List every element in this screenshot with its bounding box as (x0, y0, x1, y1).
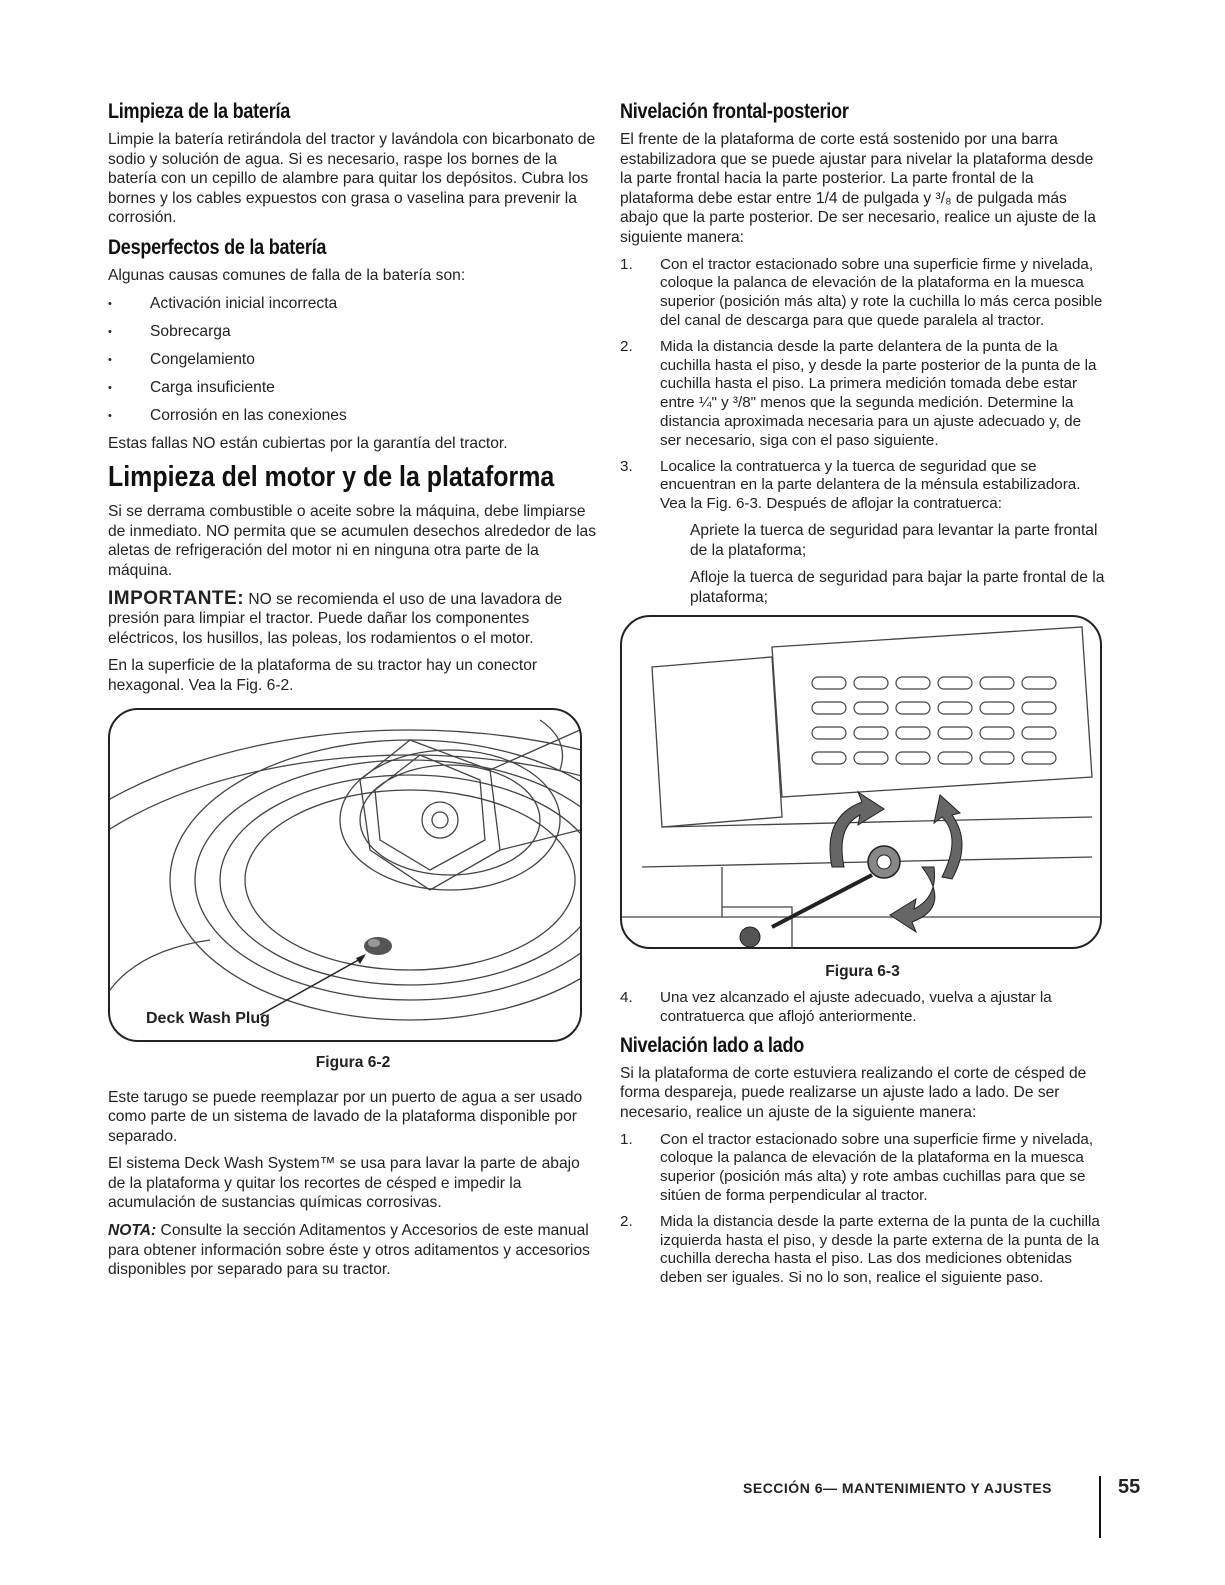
list-item: • Activación inicial incorrecta (108, 294, 598, 313)
paragraph-side: Si la plataforma de corte estuviera realizando el corte de césped de forma despareja, puede realizarse un ajuste lado a lado. De ser necesario, realice un ajuste de la siguiente manera: (620, 1064, 1087, 1122)
paragraph-warranty: Estas fallas NO están cubiertas por la garantía del tractor. (108, 434, 508, 452)
right-column (620, 100, 1105, 1295)
footer-divider (1099, 1476, 1101, 1538)
list-item: • Corrosión en las conexiones (108, 406, 598, 425)
side-steps (620, 1131, 1105, 1288)
step-number: 2. (620, 337, 633, 355)
step-text: Con el tractor estacionado sobre una superficie firme y nivelada, coloque la palanca de elevación de la plataforma en la muesca superior (posición más alta) y rote la cuchilla lo más cerca posible del canal de descarga para que quede paralela al tractor. (660, 255, 1103, 329)
list-item (620, 1131, 1105, 1206)
step-text: Con el tractor estacionado sobre una superficie firme y nivelada, coloque la palanca de elevación de la plataforma en la muesca superior (posición más alta) y rote ambas cuchillas para que se sitúen de forma perpendicular al tractor. (660, 1130, 1094, 1205)
list-item: • Carga insuficiente (108, 378, 598, 397)
paragraph-battery-cleaning: Limpie la batería retirándola del tractor y lavándola con bicarbonato de sodio y solución de agua. Si es necesario, raspe los bornes de la batería con un cepillo de alambre para quitar los depósitos. Cubra los bornes y los cables expuestos con grasa o vaselina para prevenir la corrosión. (108, 131, 596, 227)
important-text: NO se recomienda el uso de una lavadora de presión para limpiar el tractor. Puede dañar los componentes eléctricos, los husillos, las poleas, los rodamientos o el motor. (108, 590, 563, 647)
step-text: Mida la distancia desde la parte delantera de la punta de la cuchilla hasta el piso, y desde la parte posterior de la punta de la cuchilla hasta el piso. La primera medición tomada debe estar entre ¼" y ³/8" menos que la segunda medición. Determine la distancia aproximada necesaria para un ajuste adecuado y, de ser necesario, siga con el paso siguiente. (660, 337, 1097, 449)
list-item: • Congelamiento (108, 350, 598, 369)
figure-6-2-caption: Figura 6-2 (315, 1053, 391, 1071)
paragraph-important (108, 589, 598, 649)
sub-step-loosen: Afloje la tuerca de seguridad para bajar la parte frontal de la plataforma; (690, 569, 1105, 606)
stabilizer-bracket-illustration (622, 617, 1100, 947)
step-text: Localice la contratuerca y la tuerca de seguridad que se encuentran en la parte delantera de la ménsula estabilizadora. Vea la Fig. 6-3. Después de aflojar la contratuerca: (660, 457, 1081, 513)
front-rear-steps (620, 256, 1105, 514)
paragraph-battery-faults: Algunas causas comunes de falla de la batería son: (108, 266, 466, 284)
step-number: 1. (620, 1130, 633, 1148)
heading-front-rear-leveling: Nivelación frontal-posterior (620, 100, 849, 123)
list-item: • Sobrecarga (108, 322, 598, 341)
left-column (108, 100, 598, 1288)
front-rear-step-4 (620, 989, 1105, 1027)
heading-side-leveling: Nivelación lado a lado (620, 1033, 805, 1057)
paragraph-note (108, 1221, 598, 1280)
step-number: 1. (620, 255, 633, 273)
section-title: SECCIÓN 6— MANTENIMIENTO Y AJUSTES (743, 1480, 1052, 1496)
paragraph-connector: En la superficie de la plataforma de su tractor hay un conector hexagonal. Vea la Fig. 6-2. (108, 657, 538, 694)
paragraph-spill: Si se derrama combustible o aceite sobre la máquina, debe limpiarse de inmediato. NO permita que se acumulen desechos alrededor de las aletas de refrigeración del motor ni en ninguna otra parte de la máquina. (108, 503, 597, 579)
figure-6-2 (108, 708, 582, 1042)
list-item (620, 256, 1105, 331)
step-number: 3. (620, 457, 633, 475)
step-text: Una vez alcanzado el ajuste adecuado, vuelva a ajustar la contratuerca que aflojó anteriormente. (660, 989, 1052, 1026)
step-text: Mida la distancia desde la parte externa de la punta de la cuchilla izquierda hasta el piso, y desde la parte externa de la punta de la cuchilla derecha hasta el piso. Las dos mediciones obtenidas deben ser iguales. Si no lo son, realice el siguiente paso. (660, 1212, 1100, 1287)
heading-battery-faults: Desperfectos de la batería (108, 235, 327, 259)
list-item (620, 989, 1105, 1027)
figure-6-3 (620, 615, 1102, 949)
heading-engine-deck-cleaning: Limpieza del motor y de la plataforma (108, 461, 555, 494)
note-label: NOTA: (108, 1222, 157, 1240)
list-item (620, 1213, 1105, 1288)
page-number: 55 (1118, 1476, 1141, 1498)
note-text: Consulte la sección Aditamentos y Accesorios de este manual para obtener información sobre éste y otros aditamentos y accesorios disponibles por separado para su tractor. (108, 1222, 590, 1279)
list-item (620, 458, 1105, 514)
figure-6-3-caption: Figura 6-3 (825, 963, 900, 981)
paragraph-plug: Este tarugo se puede reemplazar por un puerto de agua a ser usado como parte de un sistema de lavado de la plataforma disponible por separado. (108, 1088, 583, 1145)
paragraph-deck-wash-system: El sistema Deck Wash System™ se usa para lavar la parte de abajo de la plataforma y quitar los recortes de césped e impedir la acumulación de sustancias químicas corrosivas. (108, 1155, 580, 1212)
important-label: IMPORTANTE: (108, 587, 245, 609)
deck-wash-plug-illustration (110, 710, 580, 1040)
page-footer (743, 1476, 1141, 1536)
deck-wash-plug-label: Deck Wash Plug (146, 1009, 270, 1027)
list-item (620, 338, 1105, 451)
paragraph-front-rear: El frente de la plataforma de corte está sostenido por una barra estabilizadora que se puede ajustar para nivelar la plataforma desde la parte frontal hacia la parte posterior. La parte frontal de la plataforma debe estar entre 1/4 de pulgada y ³/₈ de pulgada más abajo que la parte posterior. De ser necesario, realice un ajuste de la siguiente manera: (620, 131, 1096, 246)
heading-battery-cleaning: Limpieza de la batería (108, 100, 291, 123)
fault-list (108, 294, 598, 425)
sub-step-tighten: Apriete la tuerca de seguridad para levantar la parte frontal de la plataforma; (690, 521, 1098, 559)
step-number: 2. (620, 1212, 633, 1230)
step-number: 4. (620, 989, 633, 1007)
